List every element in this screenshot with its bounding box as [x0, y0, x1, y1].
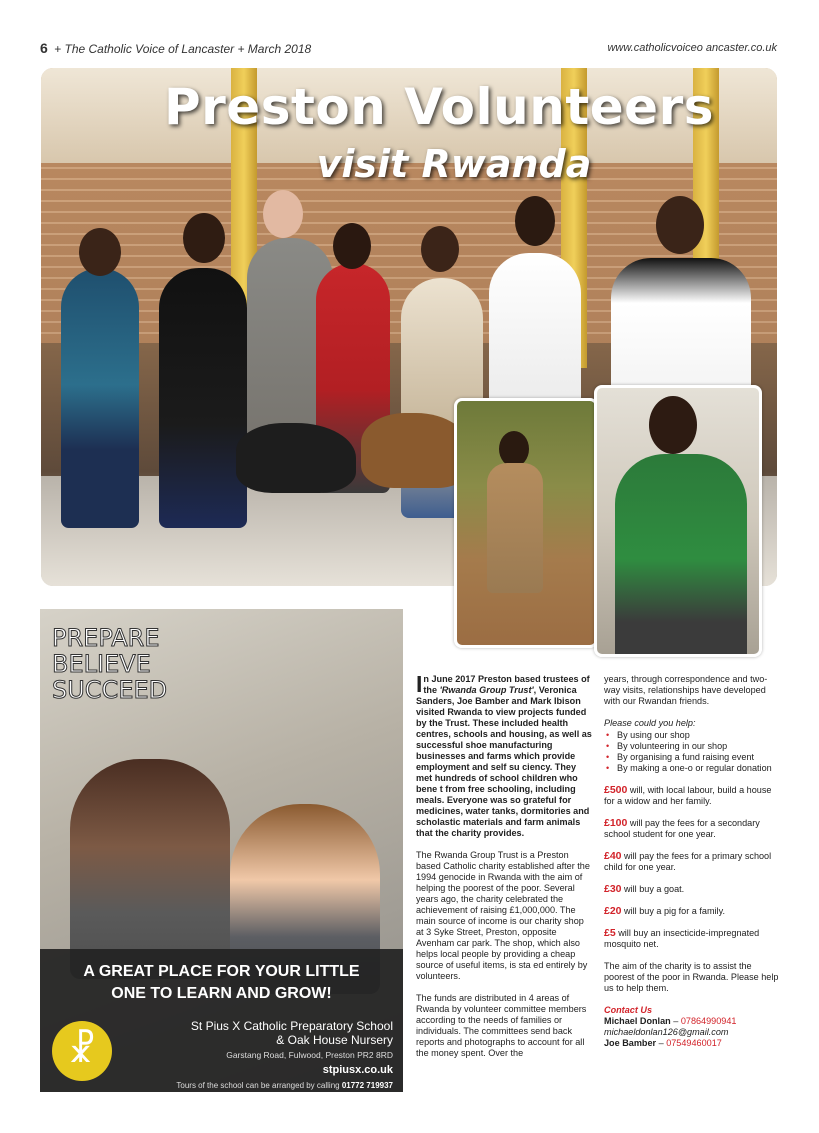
- contact-line: [604, 1016, 780, 1027]
- school-name-2: & Oak House Nursery: [276, 1033, 393, 1047]
- photo-person: [159, 268, 247, 528]
- inset-photo-child: [454, 398, 598, 648]
- donation-amount: £5: [604, 927, 616, 939]
- charity-aim: The aim of the charity is to assist the poorest of the poor in Rwanda. Please help us to help them.: [604, 961, 779, 993]
- donation-text: will buy an insecticide-impregnated mosquito net.: [604, 928, 760, 949]
- donation-amount: £30: [604, 883, 622, 895]
- article-subtitle: visit Rwanda: [316, 142, 592, 186]
- donation-amount: £20: [604, 905, 622, 917]
- school-name: St Pius X Catholic Preparatory School: [190, 1019, 393, 1033]
- header-website[interactable]: www.catholicvoiceo ancaster.co.uk: [607, 42, 777, 54]
- school-address: Garstang Road, Fulwood, Preston PR2 8RD: [226, 1050, 393, 1060]
- advert-headline-line: A GREAT PLACE FOR YOUR LITTLE: [83, 963, 360, 980]
- help-list-item: • By organising a fund raising event: [604, 752, 780, 763]
- page-number: 6: [40, 40, 48, 56]
- donation-item: [604, 928, 780, 950]
- article-lead: [416, 671, 592, 839]
- contact-email-line: [604, 1027, 780, 1038]
- photo-person-head: [79, 228, 121, 276]
- photo-goat: [236, 423, 356, 493]
- lead-text: n June 2017 Preston based trustees of the: [423, 674, 590, 695]
- donation-item: [604, 851, 780, 873]
- donation-text: will pay the fees for a secondary school student for one year.: [604, 818, 760, 839]
- photo-person-head: [515, 196, 555, 246]
- donation-amount: £40: [604, 850, 622, 862]
- school-logo-icon: ☧: [52, 1021, 112, 1081]
- school-advert[interactable]: [40, 609, 403, 1092]
- donation-text: will, with local labour, build a house for a widow and her family.: [604, 785, 772, 806]
- slogan-line: PREPARE: [52, 624, 160, 652]
- contact-separator: –: [656, 1038, 667, 1048]
- donation-item: [604, 785, 780, 807]
- photo-person-head: [333, 223, 371, 269]
- photo-person: [615, 454, 747, 657]
- donation-amount: £100: [604, 817, 628, 829]
- advert-photo-teacher: [70, 759, 230, 979]
- photo-person-head: [421, 226, 459, 272]
- article-paragraph: The Rwanda Group Trust is a Preston based Catholic charity established after the 1994 genocide in Rwanda with the aim of helping the poorest of the poor. Several years ago, the charity celebrated the achievement of raising £1,000,000. The main source of income is our charity shop at 3 Syke Street, Preston, opposite Avenham car park. The shop, which also helps local people by providing a cheap source of useful items, is sta ed entirely by volunteers.: [416, 850, 590, 981]
- photo-person-head: [656, 196, 704, 254]
- donation-item: [604, 818, 780, 840]
- contact-email[interactable]: michaeldonlan126@gmail.com: [604, 1027, 729, 1037]
- help-list-item: • By volunteering in our shop: [604, 741, 780, 752]
- photo-person-head: [499, 431, 529, 467]
- article-column-1: [416, 671, 592, 1070]
- donation-text: will buy a pig for a family.: [621, 906, 725, 916]
- photo-person-head: [183, 213, 225, 263]
- donation-item: [604, 906, 780, 917]
- photo-person-head: [649, 396, 697, 454]
- contact-phone[interactable]: 07864990941: [680, 1016, 737, 1026]
- article-title: Preston Volunteers: [163, 78, 714, 136]
- school-tours-line: [113, 1079, 393, 1092]
- slogan-line: BELIEVE: [52, 650, 151, 678]
- publication-line: + The Catholic Voice of Lancaster + March 2018: [54, 42, 312, 56]
- donation-text: will pay the fees for a primary school child for one year.: [604, 851, 772, 872]
- advert-headline: [40, 961, 403, 1005]
- help-heading: Please could you help:: [604, 718, 696, 728]
- photo-person: [61, 268, 139, 528]
- donation-amount: £500: [604, 784, 628, 796]
- tours-phone[interactable]: 01772 719937: [341, 1081, 393, 1090]
- contact-separator: –: [670, 1016, 681, 1026]
- contact-phone[interactable]: 07549460017: [666, 1038, 722, 1048]
- help-list-item: • By using our shop: [604, 730, 780, 741]
- photo-person-head: [263, 190, 303, 238]
- drop-cap: I: [416, 671, 423, 697]
- contact-name: Joe Bamber: [604, 1038, 657, 1048]
- contact-name: Michael Donlan: [604, 1016, 671, 1026]
- article-column-2: [604, 674, 780, 1049]
- lead-text: , Veronica Sanders, Joe Bamber and Mark Ibison visited Rwanda to view projects funded by the Trust. These included health centres, schools and housing, as well as successful shoe manufacturing businesses and farms which provide employment and self su ciency. They met hundreds of school children who bene t from free schooling, including meals. Everyone was so grateful for medicines, water tanks, dormitories and scholastic materials and farm animals that the charity provides.: [416, 685, 592, 838]
- article-paragraph: years, through correspondence and two-way visits, relationships have developed with our Rwandan friends.: [604, 674, 768, 706]
- inset-photo-woman: [594, 385, 762, 657]
- donation-text: will buy a goat.: [621, 884, 685, 894]
- contact-heading: Contact Us: [604, 1005, 652, 1015]
- contact-line: [604, 1038, 780, 1049]
- help-list: [604, 730, 780, 774]
- school-website-link[interactable]: stpiusx.co.uk: [322, 1064, 393, 1076]
- help-list-item: • By making a one-o or regular donation: [604, 763, 780, 774]
- donation-item: [604, 884, 780, 895]
- lead-trust-name: 'Rwanda Group Trust': [439, 685, 534, 695]
- school-details: [113, 1019, 393, 1092]
- tours-text: Tours of the school can be arranged by calling: [176, 1081, 340, 1090]
- advert-slogan: [52, 625, 167, 703]
- slogan-line: SUCCEED: [52, 676, 168, 704]
- article-paragraph: The funds are distributed in 4 areas of Rwanda by volunteer committee members according to the needs of families or individuals. The committees send back reports and photographs to account for all the money spent. Over the: [416, 993, 587, 1058]
- advert-headline-line: ONE TO LEARN AND GROW!: [111, 985, 332, 1002]
- page-header: [40, 40, 311, 56]
- photo-person: [487, 463, 543, 593]
